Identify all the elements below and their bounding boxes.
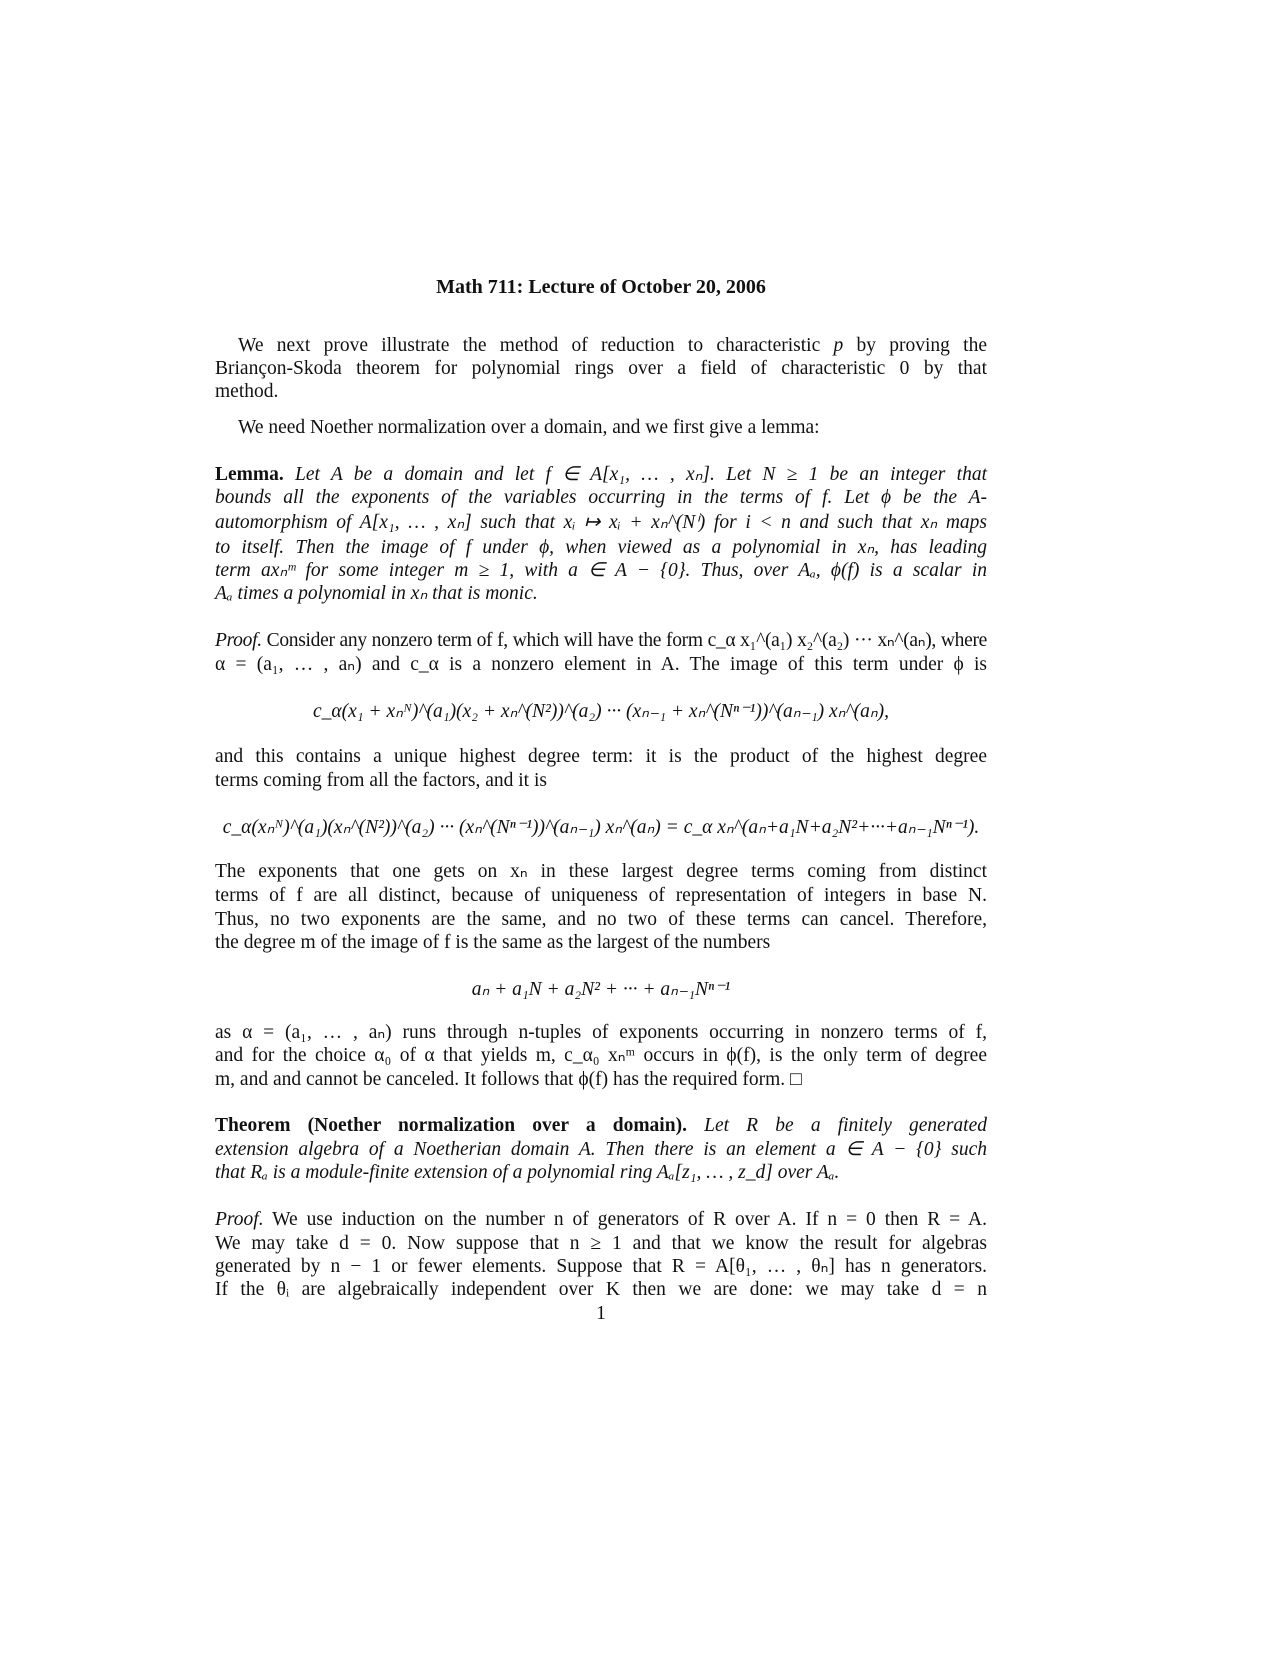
text-line [215,1114,987,1138]
text-line [215,1021,987,1045]
text-line [215,334,987,358]
text-line [215,745,987,769]
text-line [215,380,987,404]
text-segment: c_α(x₁ + xₙᴺ)^(a₁)(x₂ + xₙ^(N²))^(a₂) ··· (xₙ₋₁ + xₙ^(Nⁿ⁻¹))^(aₙ₋₁) xₙ^(aₙ), [312,701,890,722]
text-line [215,700,987,724]
text-line [215,1232,987,1256]
text-line [215,1068,987,1092]
text-segment: aₙ + a₁N + a₂N² + ··· + aₙ₋₁Nⁿ⁻¹ [471,979,731,1000]
text-line [215,486,987,510]
text-line [215,884,987,908]
text-segment: terms of f are all distinct, because of uniqueness of representation of integers in base N. [215,885,987,906]
text-segment: Proof. [215,630,262,651]
text-line [215,463,987,487]
text-segment: We next prove illustrate the method of reduction to characteristic [238,335,834,356]
text-segment: Let A be a domain and let f ∈ A[x₁, … , xₙ]. Let N ≥ 1 be an integer that [283,464,987,485]
text-line [215,1278,987,1302]
text-segment: terms coming from all the factors, and it is [215,770,547,791]
text-segment: The exponents that one gets on xₙ in these largest degree terms coming from distinct [215,861,987,882]
text-segment: method. [215,381,279,402]
text-segment: and this contains a unique highest degree term: it is the product of the highest degree [215,746,987,767]
text-line [215,860,987,884]
text-segment: Briançon-Skoda theorem for polynomial rings over a field of characteristic 0 by that [215,358,987,379]
text-segment: p [833,335,844,356]
text-line [215,1255,987,1279]
bold-heading: Theorem (Noether normalization over a domain). [215,1115,687,1136]
text-segment: We use induction on the number n of generators of R over A. If n = 0 then R = A. [263,1209,987,1230]
text-segment: and for the choice α₀ of α that yields m, c_α₀ xₙᵐ occurs in ϕ(f), is the only term of degree [215,1045,987,1066]
text-segment: We need Noether normalization over a domain, and we first give a lemma: [238,417,820,438]
text-line [215,511,987,535]
text-segment: Proof. [215,1209,264,1230]
bold-heading: Lemma. [215,464,284,485]
text-line [215,629,987,653]
text-line [215,536,987,560]
text-segment: the degree m of the image of f is the same as the largest of the numbers [215,932,771,953]
text-segment: by proving the [843,335,988,356]
text-line [215,1138,987,1162]
text-segment: We may take d = 0. Now suppose that n ≥ 1 and that we know the result for algebras [215,1233,987,1254]
text-segment: If the θᵢ are algebraically independent over K then we are done: we may take d = n [215,1279,987,1300]
text-line [215,931,987,955]
text-segment: generated by n − 1 or fewer elements. Suppose that R = A[θ₁, … , θₙ] has n generators. [215,1256,987,1277]
text-line [215,1161,987,1185]
text-line [215,978,987,1002]
text-segment: Consider any nonzero term of f, which will have the form c_α x₁^(a₁) x₂^(a₂) ··· xₙ^(aₙ), where [261,630,987,651]
text-segment: α = (a₁, … , aₙ) and c_α is a nonzero element in A. The image of this term under ϕ is [215,654,987,675]
text-segment: to itself. Then the image of f under ϕ, when viewed as a polynomial in xₙ, has leading [215,537,987,558]
text-line [215,582,987,606]
text-line [215,1044,987,1068]
text-line [215,357,987,381]
text-segment: that Rₐ is a module-finite extension of a polynomial ring Aₐ[z₁, … , z_d] over Aₐ. [215,1162,840,1183]
text-segment: as α = (a₁, … , aₙ) runs through n-tuples of exponents occurring in nonzero terms of f, [215,1022,987,1043]
text-segment: m, and and cannot be canceled. It follows that ϕ(f) has the required form. □ [215,1069,802,1090]
text-line [215,769,987,793]
text-segment: c_α(xₙᴺ)^(a₁)(xₙ^(N²))^(a₂) ··· (xₙ^(Nⁿ⁻¹))^(aₙ₋₁) xₙ^(aₙ) = c_α xₙ^(aₙ+a₁N+a₂N²+···+aₙ₋₁Nⁿ⁻¹). [222,817,980,838]
text-line [215,1208,987,1232]
text-line [215,653,987,677]
text-segment: term axₙᵐ for some integer m ≥ 1, with a ∈ A − {0}. Thus, over Aₐ, ϕ(f) is a scalar in [215,560,987,581]
text-line [215,816,987,840]
page-title: Math 711: Lecture of October 20, 2006 [436,276,766,298]
text-line [215,908,987,932]
text-line [215,416,987,440]
text-line [215,559,987,583]
text-segment: extension algebra of a Noetherian domain A. Then there is an element a ∈ A − {0} such [215,1139,987,1160]
text-segment: bounds all the exponents of the variables occurring in the terms of f. Let ϕ be the A- [215,487,987,508]
page-number: 1 [596,1303,606,1324]
text-segment: automorphism of A[x₁, … , xₙ] such that xᵢ ↦ xᵢ + xₙ^(Nⁱ) for i < n and such that xₙ maps [215,512,987,533]
text-segment: Thus, no two exponents are the same, and no two of these terms can cancel. Therefore, [215,909,987,930]
text-segment: Let R be a finitely generated [686,1115,988,1136]
text-segment: Aₐ times a polynomial in xₙ that is monic. [215,583,538,604]
